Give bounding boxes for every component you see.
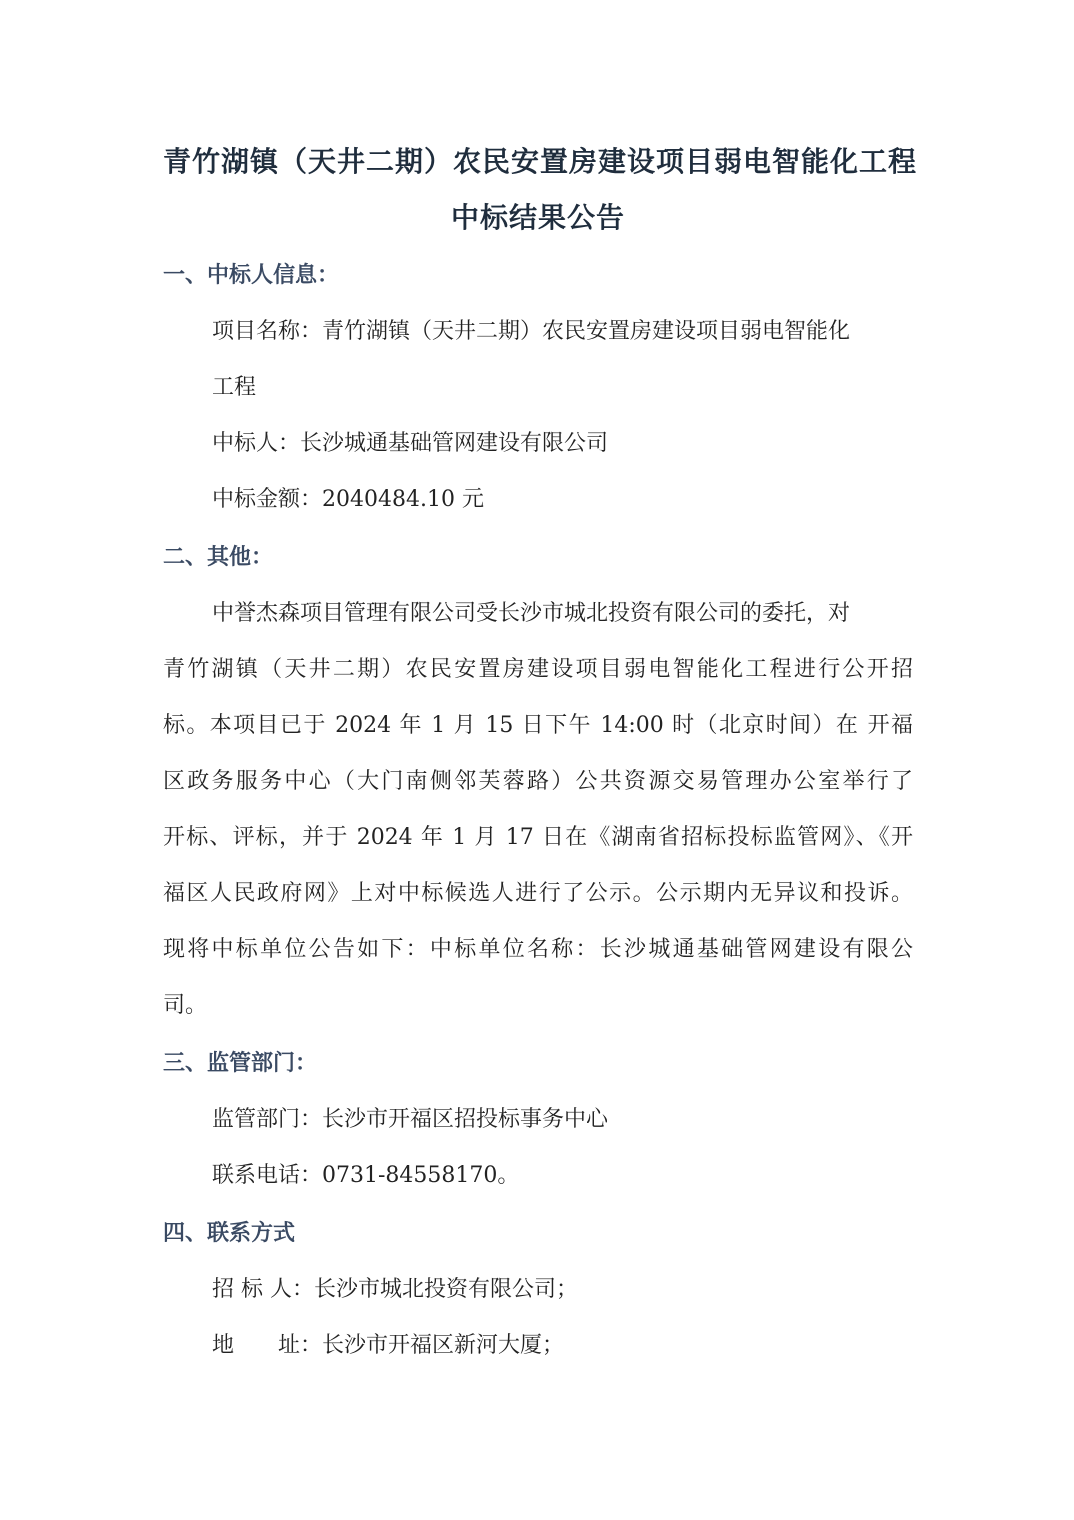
tenderer: 招 标 人：长沙市城北投资有限公司； — [212, 1277, 578, 1302]
paragraph-line: 区政务服务中心（大门南侧邻芙蓉路）公共资源交易管理办公室举行了 — [163, 769, 913, 794]
paragraph-line: 司。 — [163, 993, 208, 1018]
document-title-line-2: 中标结果公告 — [450, 201, 625, 234]
supervision-department: 监管部门：长沙市开福区招投标事务中心 — [212, 1107, 609, 1132]
section-heading-other: 二、其他： — [163, 544, 274, 570]
winner-name: 中标人：长沙城通基础管网建设有限公司 — [212, 431, 609, 456]
paragraph-line: 福区人民政府网》上对中标候选人进行了公示。公示期内无异议和投诉。 — [163, 881, 913, 906]
address: 地 址：长沙市开福区新河大厦； — [212, 1333, 565, 1358]
document-title-line-1: 青竹湖镇（天井二期）农民安置房建设项目弱电智能化工程 — [163, 145, 918, 178]
section-heading-supervision: 三、监管部门： — [163, 1050, 318, 1076]
project-name-line-1: 项目名称：青竹湖镇（天井二期）农民安置房建设项目弱电智能化 — [212, 319, 851, 344]
section-heading-contact: 四、联系方式 — [163, 1220, 296, 1246]
contact-phone: 联系电话：0731-84558170。 — [212, 1163, 520, 1188]
paragraph-line: 标。本项目已于 2024 年 1 月 15 日下午 14:00 时（北京时间）在 开福 — [163, 713, 913, 738]
paragraph-line: 中誉杰森项目管理有限公司受长沙市城北投资有限公司的委托，对 — [212, 601, 851, 626]
paragraph-line: 现将中标单位公告如下：中标单位名称：长沙城通基础管网建设有限公 — [163, 937, 913, 962]
paragraph-line: 青竹湖镇（天井二期）农民安置房建设项目弱电智能化工程进行公开招 — [163, 657, 913, 682]
section-heading-winner-info: 一、中标人信息： — [163, 262, 340, 288]
winning-amount: 中标金额：2040484.10 元 — [212, 487, 484, 512]
paragraph-line: 开标、评标，并于 2024 年 1 月 17 日在《湖南省招标投标监管网》、《开 — [163, 825, 913, 850]
project-name-line-2: 工程 — [212, 375, 257, 400]
